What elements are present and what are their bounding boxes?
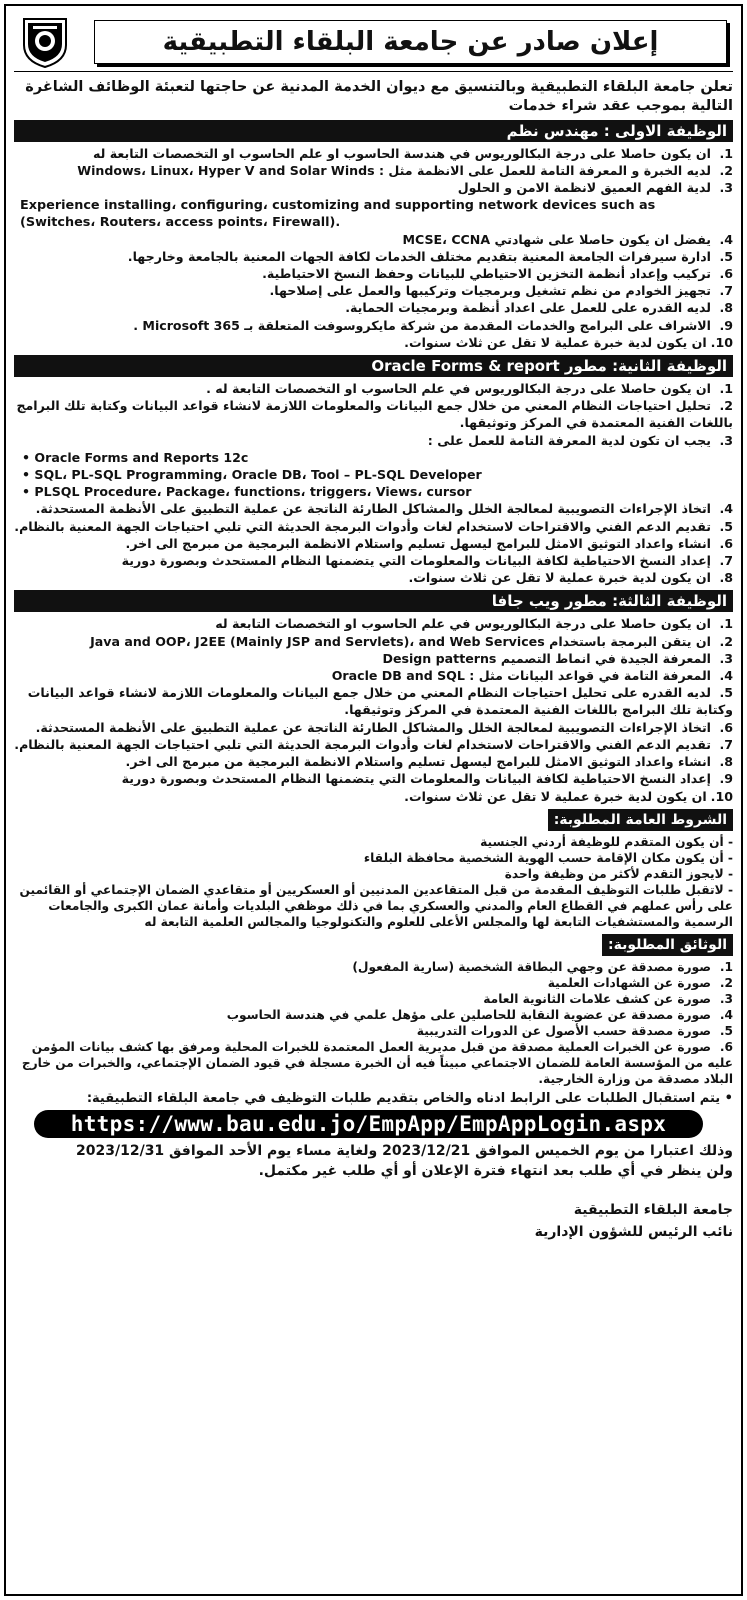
signature-university: جامعة البلقاء التطبيقية: [573, 1201, 733, 1218]
list-item: 1.ان يكون حاصلا على درجة البكالوريوس في علم الحاسوب او التخصصات التابعة له: [215, 616, 733, 632]
job2-bullet: • Oracle Forms and Reports 12c: [22, 449, 249, 465]
job3-heading: الوظيفة الثالثة: مطور ويب جافا: [14, 590, 733, 612]
list-item: 6.انشاء واعداد التوثيق الامثل للبرامج ليسهل تسليم واستلام الانظمة البرمجية من مبرمج الى اخر.: [125, 535, 733, 551]
list-item: 2.ان يتقن البرمجة باستخدام Java and OOP، J2EE (Mainly JSP and Servlets)، and Web Services: [90, 633, 733, 649]
list-item: 2.لديه الخبرة و المعرفة التامة للعمل على الانظمة مثل : Windows، Linux، Hyper V and Solar Winds: [77, 163, 733, 179]
list-item: 8.ان يكون لدية خبرة عملية لا تقل عن ثلاث سنوات.: [408, 570, 733, 586]
header: [14, 12, 733, 72]
list-item: 1.صورة مصدقة عن وجهي البطاقة الشخصية (سارية المفعول): [352, 959, 733, 974]
list-item: 6.تركيب وإعداد أنظمة التخزين الاحتياطي للبيانات وحفظ النسخ الاحتياطية.: [262, 266, 733, 282]
job2-heading: الوظيفة الثانية: مطور Oracle Forms & report: [14, 355, 733, 377]
list-item: 4.المعرفة التامة في قواعد البيانات مثل : Oracle DB and SQL: [331, 668, 733, 684]
documents-list: [14, 959, 733, 1087]
list-item: 4.صورة مصدقة عن عضوية النقابة للحاصلين على مؤهل علمي في هندسة الحاسوب: [226, 1007, 733, 1022]
list-item: 7.تجهيز الخوادم من نظم تشغيل وبرمجيات وتركيبها والعمل على إصلاحها.: [269, 283, 733, 299]
job1-heading: الوظيفة الاولى : مهندس نظم: [14, 120, 733, 142]
list-item: 7.إعداد النسخ الاحتياطية لكافة البيانات والمعلومات التي يتضمنها النظام المستحدث وبصورة دورية: [121, 553, 733, 569]
general-conditions-list: [14, 834, 733, 930]
application-notice: ولن ينظر في أي طلب بعد انتهاء فترة الإعلان أو أي طلب غير مكتمل.: [258, 1162, 733, 1179]
application-note: • يتم استقبال الطلبات على الرابط ادناه والخاص بتقديم طلبات التوظيف في جامعة البلقاء التطبيقية:: [86, 1090, 733, 1106]
shield-logo-icon: [18, 15, 72, 69]
list-item: 3.المعرفة الجيدة في انماط التصميم Design patterns: [382, 650, 733, 666]
list-item: 3.صورة عن كشف علامات الثانوية العامة: [483, 991, 733, 1006]
job2-list-continued: [14, 500, 733, 586]
list-item: 5.لديه القدره على تحليل احتياجات النظام المعني من خلال جمع البيانات والمعلومات اللازمة لانشاء قواعد البيانات وكتابة تلك البرامج باللغات الفنية المعتمدة في المركز وتوثيقها.: [27, 685, 733, 718]
job1-list-continued: [14, 231, 733, 351]
job1-english-requirement: Experience installing، configuring، customizing and supporting network devices such as (Switches، Routers، access points، Firewall).: [20, 197, 656, 230]
job2-list: [14, 380, 733, 449]
list-item: - لايجوز التقدم لأكثر من وظيفة واحدة: [504, 866, 733, 881]
list-item: 5.تقديم الدعم الفني والاقتراحات لاستخدام لغات وأدوات البرمجة الحديثة التي تلبي احتياجات الجهة المعنية بالنظام.: [14, 518, 733, 534]
list-item: - أن يكون مكان الإقامة حسب الهوية الشخصية محافظة البلقاء: [363, 850, 733, 865]
list-item: 2.صورة عن الشهادات العلمية: [547, 975, 733, 990]
title-banner: [94, 20, 727, 64]
list-item: 2.تحليل احتياجات النظام المعني من خلال جمع البيانات والمعلومات اللازمة لانشاء قواعد البيانات وكتابة تلك البرامج باللغات الفنية المعتمدة في المركز وتوثيقها.: [16, 398, 733, 431]
application-dates: وذلك اعتبارا من يوم الخميس الموافق 2023/12/21 ولغاية مساء يوم الأحد الموافق 2023/12/31: [76, 1142, 733, 1159]
list-item: 4.يفضل ان يكون حاصلا على شهادتي MCSE، CCNA: [402, 231, 733, 247]
signature-block: [14, 1199, 733, 1243]
job2-bullet: • SQL، PL-SQL Programming، Oracle DB، Tool – PL-SQL Developer: [22, 467, 482, 483]
page-title: إعلان صادر عن جامعة البلقاء التطبيقية: [162, 26, 659, 57]
list-item: 3.لدية الفهم العميق لانظمة الامن و الحلول: [457, 180, 733, 196]
general-conditions-heading: الشروط العامة المطلوبة:: [548, 809, 733, 831]
list-item: 9.الاشراف على البرامج والخدمات المقدمة من شركة مايكروسوفت المتعلقة بـ Microsoft 365 .: [133, 317, 733, 333]
job2-bullet: • PLSQL Procedure، Package، functions، triggers، Views، cursor: [22, 484, 472, 500]
documents-heading: الوثائق المطلوبة:: [602, 934, 733, 956]
list-item: 9.إعداد النسخ الاحتياطية لكافة البيانات والمعلومات التي يتضمنها النظام المستحدث وبصورة دورية: [121, 771, 733, 787]
list-item: 8.لديه القدره على للعمل على اعداد أنظمة وبرمجيات الحماية.: [345, 300, 733, 316]
list-item: 10.ان يكون لدية خبرة عملية لا تقل عن ثلاث سنوات.: [404, 788, 733, 804]
list-item: 10.ان يكون لدية خبرة عملية لا تقل عن ثلاث سنوات.: [404, 334, 733, 350]
application-link[interactable]: https://www.bau.edu.jo/EmpApp/EmpAppLogin.aspx: [34, 1110, 703, 1138]
list-item: 5.ادارة سيرفرات الجامعة المعنية بتقديم مختلف الخدمات لكافة الجهات المعنية بالجامعة وخارجها.: [127, 248, 733, 264]
job3-list: [14, 615, 733, 804]
list-item: 1.ان يكون حاصلا على درجة البكالوريوس في علم الحاسوب او التخصصات التابعة له .: [206, 381, 733, 397]
list-item: 6.اتخاذ الإجراءات التصويبية لمعالجة الخلل والمشاكل الطارئة الناتجة عن عملية التطبيق على الأنظمة المستحدثة.: [35, 719, 733, 735]
list-item: 5.صورة مصدقة حسب الأصول عن الدورات التدريبية: [416, 1023, 733, 1038]
list-item: 8.انشاء واعداد التوثيق الامثل للبرامج ليسهل تسليم واستلام الانظمة البرمجية من مبرمج الى اخر.: [125, 754, 733, 770]
list-item: 1.ان يكون حاصلا على درجة البكالوريوس في هندسة الحاسوب او علم الحاسوب او التخصصات التابعة له: [93, 146, 733, 161]
list-item: 3.يجب ان تكون لدية المعرفة التامة للعمل على :: [427, 432, 733, 448]
list-item: - لاتقبل طلبات التوظيف المقدمة من قبل المتقاعدين المدنيين أو العسكريين أو متقاعدي الضمان الإجتماعي أو القائمين على رأس عملهم في القطاع العام والمدني والعسكري بما في ذلك موظفي البلديات وأمانة عمان الكبرى والجامعات الرسمية والمستشفيات التابعة لها والمجلس الأعلى للعلوم والتكنولوجيا والمجالس العلمية التابعة له: [19, 882, 733, 929]
list-item: 7.تقديم الدعم الفني والاقتراحات لاستخدام لغات وأدوات البرمجة الحديثة التي تلبي احتياجات الجهة المعنية بالنظام.: [14, 736, 733, 752]
list-item: 4.اتخاذ الإجراءات التصويبية لمعالجة الخلل والمشاكل الطارئة الناتجة عن عملية التطبيق على الأنظمة المستحدثة.: [35, 501, 733, 517]
intro-text: تعلن جامعة البلقاء التطبيقية وبالتنسيق مع ديوان الخدمة المدنية عن حاجتها لتعبئة الوظائف الشاغرة التالية بموجب عقد شراء خدمات: [25, 79, 733, 114]
signature-title: نائب الرئيس للشؤون الإدارية: [534, 1223, 733, 1240]
list-item: 6.صورة عن الخبرات العملية مصدقة من قبل مديرية العمل المعتمدة للخبرات المحلية ومرفق بها كشف بيانات المؤمن عليه من المؤسسة العامة للضمان الاجتماعي مبيناً فيه أن الخبرة مسجلة في قيود الضمان الإجتماعي، والخبرات من خارج البلاد مصدقة من وزارة الخارجية.: [21, 1039, 733, 1086]
list-item: - أن يكون المتقدم للوظيفة أردني الجنسية: [480, 834, 733, 849]
job1-list: [14, 145, 733, 197]
announcement: [4, 4, 743, 1596]
university-logo: [14, 14, 76, 70]
